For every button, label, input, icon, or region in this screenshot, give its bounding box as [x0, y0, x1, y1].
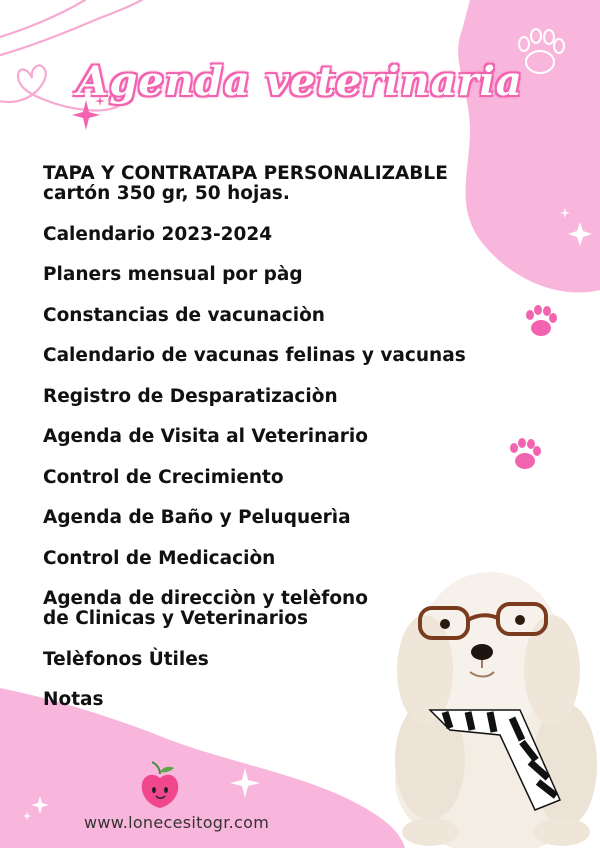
dog-photo	[390, 560, 600, 848]
list-item-line: Registro de Desparatizaciòn	[43, 385, 338, 407]
list-item	[43, 346, 466, 366]
list-item-line: de Clinicas y Veterinarios	[43, 608, 308, 629]
list-item-line: Agenda de Visita al Veterinario	[43, 426, 368, 447]
list-item-line: Calendario 2023-2024	[43, 223, 273, 245]
list-item-line: Planers mensual por pàg	[43, 264, 303, 285]
list-item-line: TAPA Y CONTRATAPA PERSONALIZABLE	[43, 163, 448, 184]
paw-icon	[526, 305, 557, 336]
list-item	[43, 164, 466, 204]
website-link[interactable]: www.lonecesitogr.com	[84, 813, 270, 832]
list-item	[43, 225, 466, 245]
list-item	[43, 265, 466, 285]
paw-icon	[510, 438, 541, 469]
list-item	[43, 387, 466, 407]
cherry-logo	[138, 760, 182, 810]
list-item	[43, 468, 466, 488]
page-title: Agenda veterinaria	[77, 58, 523, 105]
list-item-line: Control de Medicaciòn	[43, 547, 276, 569]
list-item	[43, 306, 466, 326]
list-item-line: cartón 350 gr, 50 hojas.	[43, 183, 290, 204]
list-item-line: Agenda de direcciòn y telèfono	[43, 588, 368, 609]
list-item-line: Notas	[43, 689, 104, 710]
list-item-line: Telèfonos Ùtiles	[43, 648, 209, 670]
list-item-line: Calendario de vacunas felinas y vacunas	[43, 345, 466, 366]
list-item	[43, 508, 466, 528]
list-item-line: Control de Crecimiento	[43, 466, 284, 488]
list-item-line: Agenda de Baño y Peluquerìa	[43, 507, 351, 528]
list-item	[43, 427, 466, 447]
list-item-line: Constancias de vacunaciòn	[43, 304, 325, 326]
